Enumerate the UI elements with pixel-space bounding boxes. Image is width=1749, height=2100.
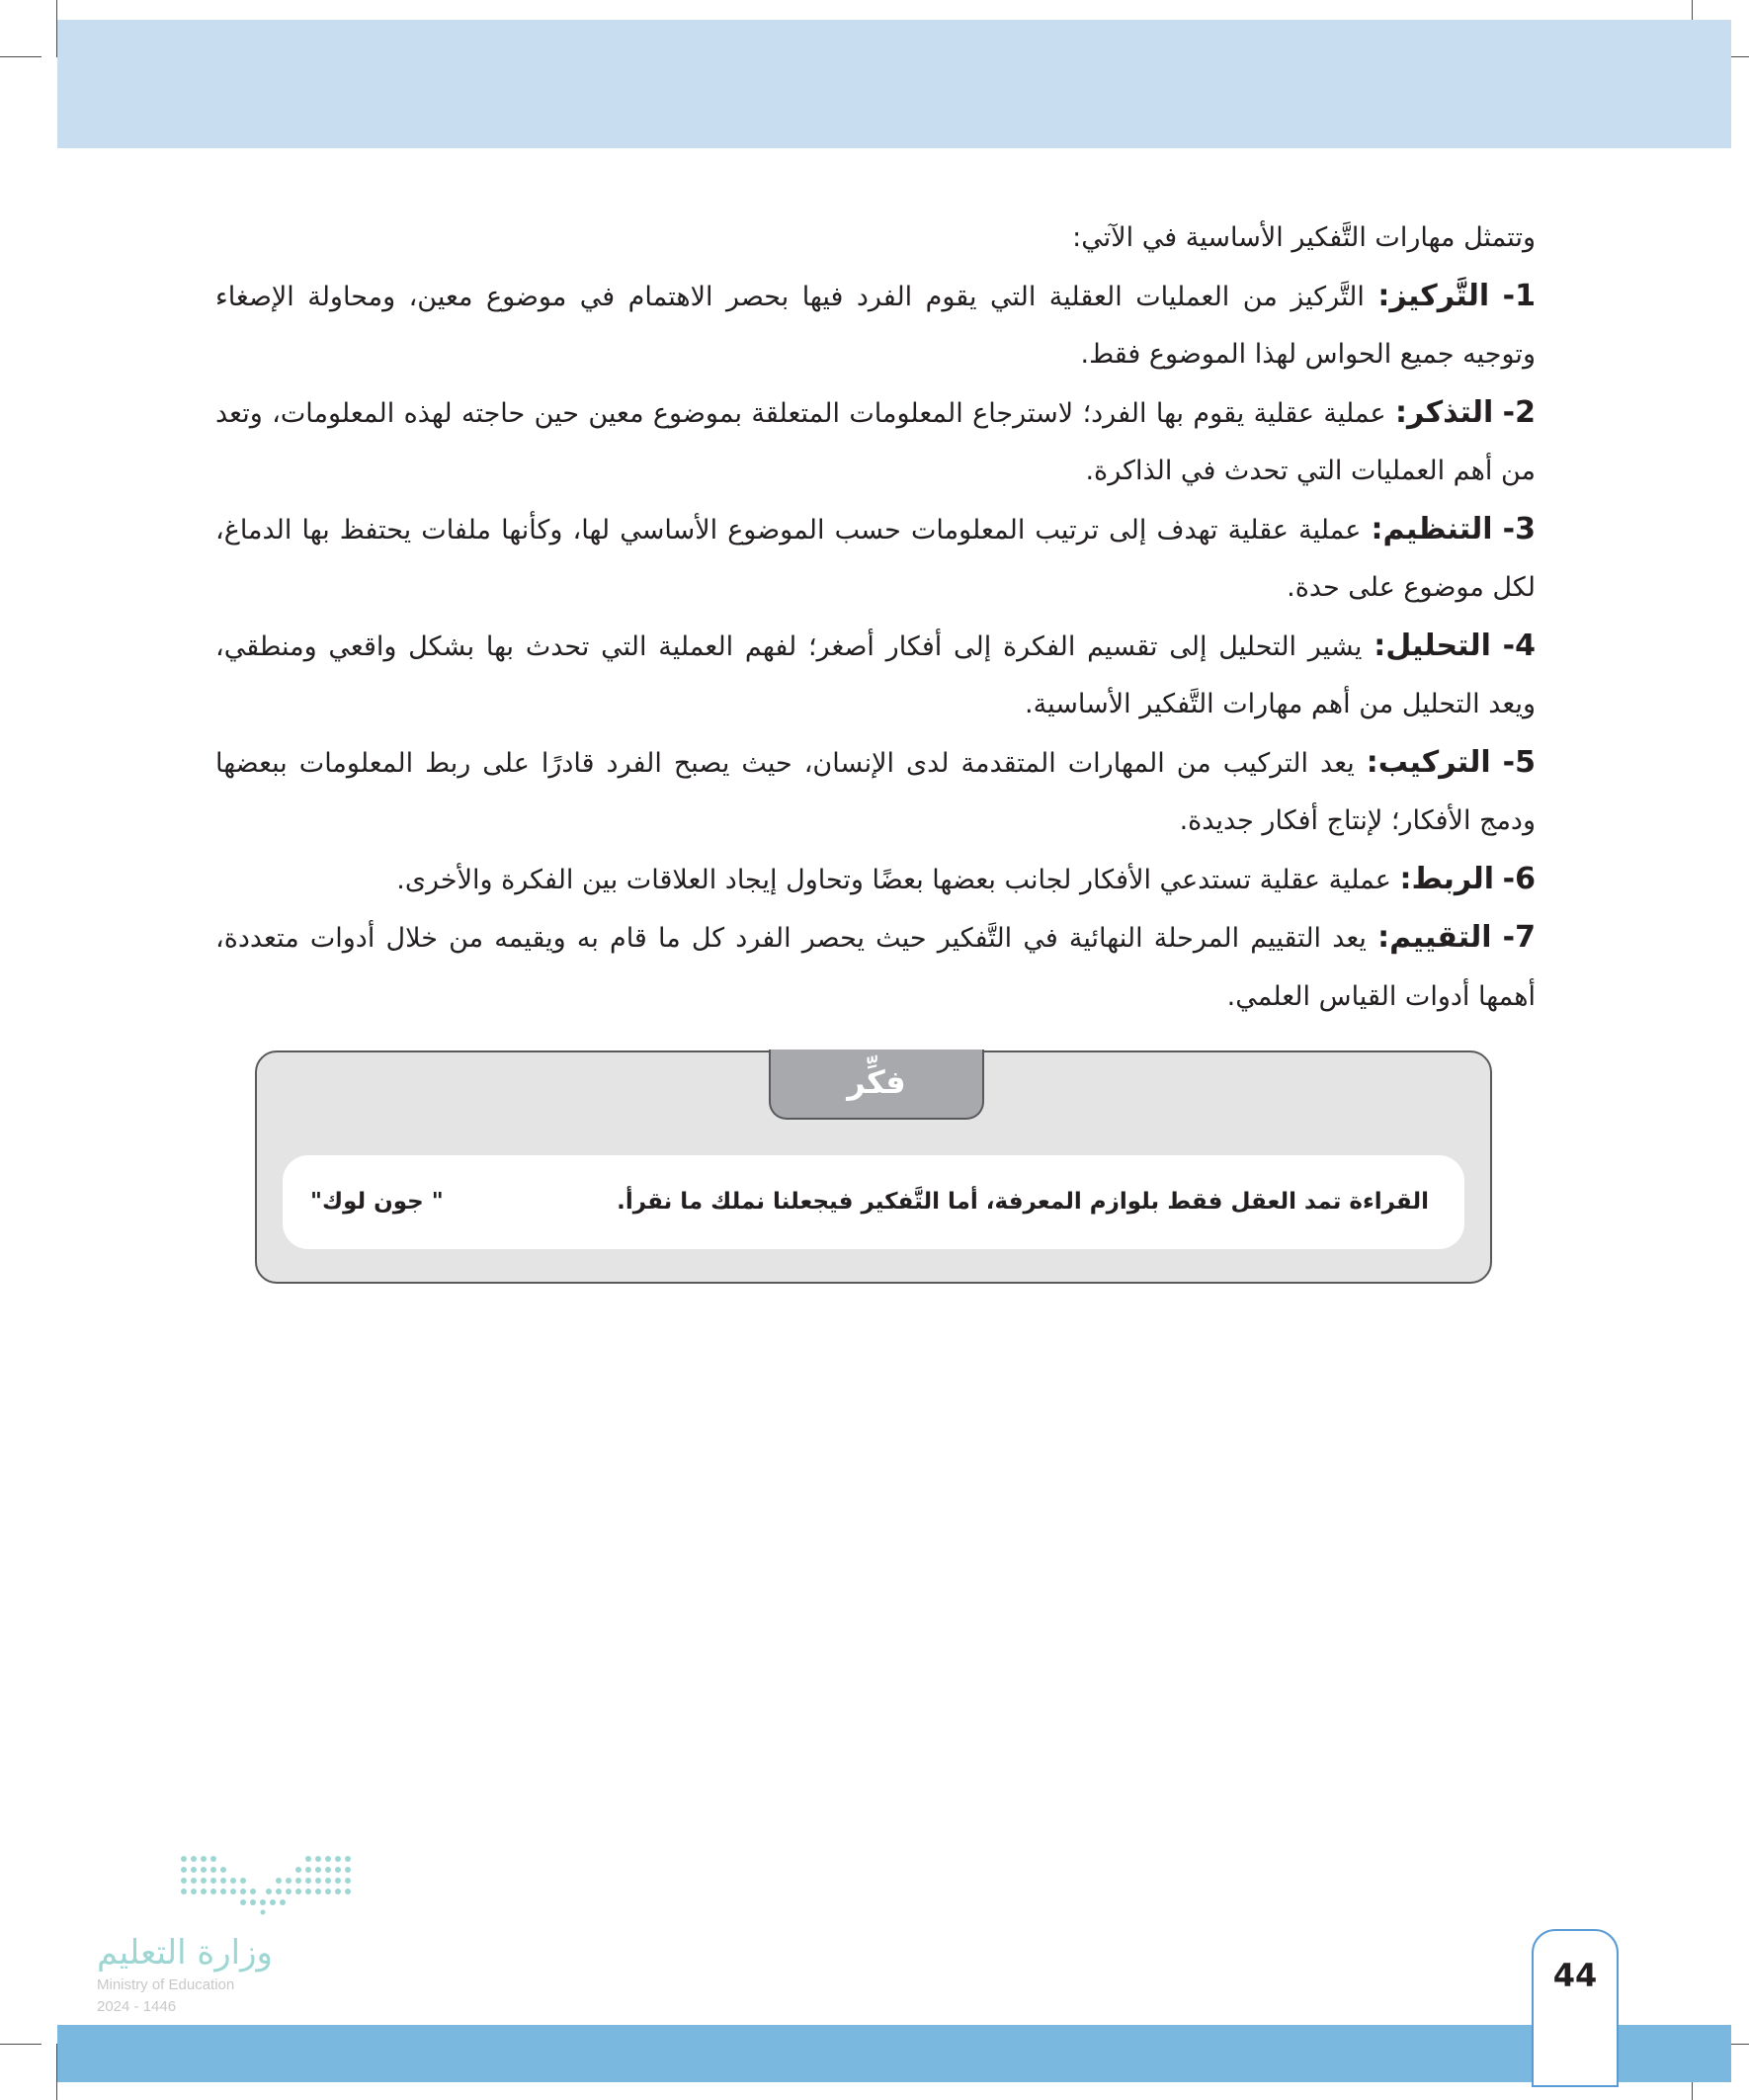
main-content [215, 210, 1536, 1026]
edition-year: 2024 - 1446 [97, 1998, 177, 2015]
skill-term: التنظيم: [1371, 511, 1493, 546]
skill-item-evaluation [215, 909, 1536, 1026]
skill-item-focus [215, 268, 1536, 384]
skill-number: 7- [1502, 920, 1536, 955]
skill-item-organizing [215, 501, 1536, 618]
skill-text: يعد التقييم المرحلة النهائية في التَّفكير حيث يحصر الفرد كل ما قام به ويقيمه من خلال أدوات متعددة، أهمها أدوات القياس العلمي. [215, 923, 1536, 1012]
quote-author: " جون لوك" [310, 1189, 444, 1215]
ministry-name-english: Ministry of Education [97, 1976, 235, 1993]
skill-number: 4- [1502, 628, 1536, 663]
skill-text: عملية عقلية يقوم بها الفرد؛ لاسترجاع المعلومات المتعلقة بموضوع معين حين حاجته لهذه المعلومات، وتعد من أهم العمليات التي تحدث في الذاكرة. [215, 397, 1536, 486]
page-number: 44 [1552, 1957, 1598, 1994]
crop-mark [0, 2044, 42, 2045]
skill-item-analysis [215, 618, 1536, 734]
ministry-name-arabic: وزارة التعليم [97, 1933, 273, 1973]
think-box-title: فكِّر [769, 1050, 984, 1120]
skill-number: 6- [1502, 861, 1536, 896]
skill-text: عملية عقلية تستدعي الأفكار لجانب بعضها بعضًا وتحاول إيجاد العلاقات بين الفكرة والأخرى. [396, 864, 1391, 895]
skill-term: التحليل: [1374, 628, 1491, 663]
crop-mark [0, 56, 42, 57]
skill-term: التَّركيز: [1377, 278, 1490, 313]
ministry-logo [97, 1854, 354, 2022]
skill-number: 1- [1502, 278, 1536, 313]
quote-strip [283, 1155, 1464, 1249]
think-box [255, 1050, 1492, 1284]
skill-term: التذكر: [1395, 394, 1494, 430]
quote-text: القراءة تمد العقل فقط بلوازم المعرفة، أما التَّفكير فيجعلنا نملك ما نقرأ. [617, 1189, 1429, 1215]
skill-item-linking [215, 851, 1536, 910]
skill-item-synthesis [215, 734, 1536, 851]
page-number-tab [1532, 1929, 1619, 2087]
skill-text: عملية عقلية تهدف إلى ترتيب المعلومات حسب الموضوع الأساسي لها، وكأنها ملفات يحتفظ بها الدماغ، لكل موضوع على حدة. [215, 514, 1536, 603]
intro-paragraph: وتتمثل مهارات التَّفكير الأساسية في الآتي: [1072, 222, 1536, 253]
skill-number: 3- [1502, 511, 1536, 546]
header-band [57, 20, 1731, 148]
skill-text: التَّركيز من العمليات العقلية التي يقوم الفرد فيها بحصر الاهتمام في موضوع معين، ومحاولة الإصغاء وتوجيه جميع الحواس لهذا الموضوع فقط. [215, 281, 1536, 370]
skill-term: التركيب: [1366, 744, 1491, 780]
skill-number: 5- [1502, 744, 1536, 780]
skill-term: الربط: [1399, 861, 1495, 896]
logo-dots-icon [180, 1854, 354, 1915]
skill-item-remembering [215, 384, 1536, 501]
skill-number: 2- [1502, 394, 1536, 430]
skill-term: التقييم: [1377, 920, 1492, 955]
footer-band [57, 2025, 1731, 2082]
skill-text: يشير التحليل إلى تقسيم الفكرة إلى أفكار أصغر؛ لفهم العملية التي تحدث بها بشكل واقعي ومنطقي، ويعد التحليل من أهم مهارات التَّفكير الأساسية. [215, 630, 1536, 719]
skill-text: يعد التركيب من المهارات المتقدمة لدى الإنسان، حيث يصبح الفرد قادرًا على ربط المعلومات ببعضها ودمج الأفكار؛ لإنتاج أفكار جديدة. [215, 747, 1536, 836]
